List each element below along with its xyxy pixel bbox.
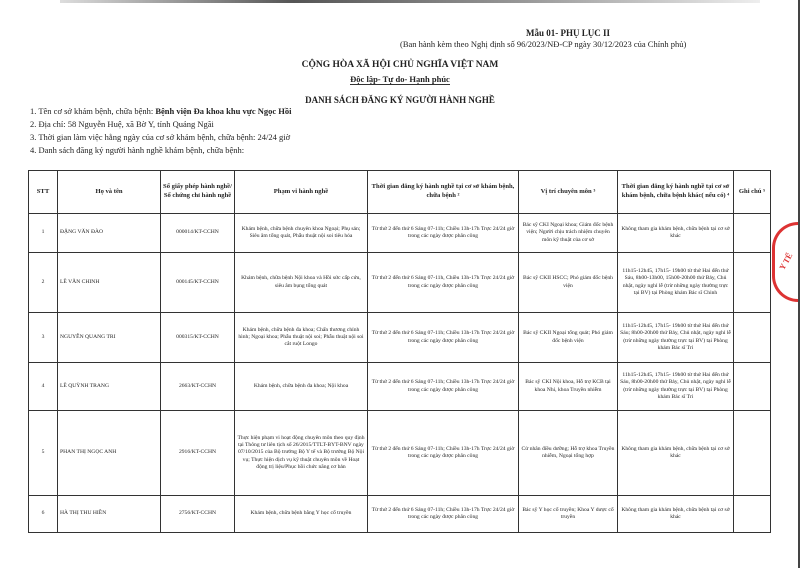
document-title: DANH SÁCH ĐĂNG KÝ NGƯỜI HÀNH NGHỀ bbox=[305, 95, 495, 105]
cell-license: 000014/KT-CCHN bbox=[161, 214, 235, 253]
table-row bbox=[29, 411, 771, 496]
cell-note bbox=[734, 363, 771, 411]
cell-other: 11h15-12h45, 17h15- 19h00 từ thứ Hai đến thứ Sáu; 8h00-20h00 thứ Bảy, Chủ nhật, ngày nghỉ lễ (trừ những ngày thường trực tại BV) tại Phòng khám Bác sĩ Tri bbox=[618, 313, 734, 363]
cell-time: Từ thứ 2 đến thứ 6 Sáng 07-11h; Chiều 13h-17h Trực 24/24 giờ trong các ngày được phân công bbox=[368, 313, 519, 363]
form-number: Mẫu 01- PHỤ LỤC II bbox=[526, 28, 611, 38]
cell-license: 000145/KT-CCHN bbox=[161, 253, 235, 313]
column-header: STT bbox=[29, 171, 58, 214]
info-address: 2. Địa chỉ: 58 Nguyễn Huệ, xã Bờ Y, tỉnh Quảng Ngãi bbox=[30, 119, 214, 129]
motto bbox=[0, 74, 800, 84]
cell-other: 11h15-12h45, 17h15- 19h00 từ thứ Hai đến thứ Sáu, 8h00-13h00, 15h00-20h00 thứ Bảy, Chủ nhật, ngày nghỉ lễ (trừ những ngày thường trực tại BV) tại Phòng khám Bác sĩ Chinh bbox=[618, 253, 734, 313]
cell-note bbox=[734, 411, 771, 496]
cell-scope: Khám bệnh, chữa bệnh đa khoa; Nội khoa bbox=[235, 363, 368, 411]
info-hours: 3. Thời gian làm việc hằng ngày của cơ sở khám bệnh, chữa bệnh: 24/24 giờ bbox=[30, 132, 291, 142]
column-header: Thời gian đăng ký hành nghề tại cơ sở khám bệnh, chữa bệnh ² bbox=[368, 171, 519, 214]
facility-label: 1. Tên cơ sở khám bệnh, chữa bệnh: bbox=[30, 106, 156, 116]
cell-note bbox=[734, 313, 771, 363]
column-header: Vị trí chuyên môn ³ bbox=[519, 171, 618, 214]
cell-stt: 2 bbox=[29, 253, 58, 313]
national-title: CỘNG HÒA XÃ HỘI CHỦ NGHĨA VIỆT NAM bbox=[301, 60, 499, 70]
info-list: 4. Danh sách đăng ký người hành nghề khám bệnh, chữa bệnh: bbox=[30, 145, 245, 155]
scan-edge bbox=[60, 0, 760, 3]
column-header: Thời gian đăng ký hành nghề tại cơ sở khám bệnh, chữa bệnh khác( nếu có) ⁴ bbox=[618, 171, 734, 214]
cell-note bbox=[734, 496, 771, 533]
cell-license: 2756/KT-CCHN bbox=[161, 496, 235, 533]
cell-note bbox=[734, 253, 771, 313]
cell-other: Không tham gia khám bệnh, chữa bệnh tại cơ sở khác bbox=[618, 411, 734, 496]
column-header: Phạm vi hành nghề bbox=[235, 171, 368, 214]
cell-position: Bác sỹ CKI Nội khoa, Hỗ trợ KCB tại khoa Nhi, khoa Truyền nhiễm bbox=[519, 363, 618, 411]
cell-stt: 6 bbox=[29, 496, 58, 533]
table-row bbox=[29, 496, 771, 533]
cell-scope: Thực hiện phạm vi hoạt động chuyên môn theo quy định tại Thông tư liên tịch số 26/2015/TTLT-BYT-BNV ngày 07/10/2015 của Bộ trưởng Bộ Y tế và Bộ trưởng Bộ Nội vụ; Thực hiện dịch vụ kỹ thuật chuyên môn về Hoạt động trị liệu/Phục hồi chức năng cơ bản bbox=[235, 411, 368, 496]
table-row bbox=[29, 214, 771, 253]
cell-scope: Khám bệnh, chữa bệnh chuyên khoa Ngoại; Phụ sản; Siêu âm tổng quát, Phẫu thuật nội soi tiêu hóa bbox=[235, 214, 368, 253]
cell-stt: 1 bbox=[29, 214, 58, 253]
cell-other: 11h15-12h45, 17h15- 19h00 từ thứ Hai đến thứ Sáu, 8h00-20h00 thứ Bảy, Chủ nhật, ngày nghỉ lễ (trừ những ngày thường trực tại BV) tại Phòng khám Bác sĩ Tri bbox=[618, 363, 734, 411]
cell-other: Không tham gia khám bệnh, chữa bệnh tại cơ sở khác bbox=[618, 214, 734, 253]
cell-time: Từ thứ 2 đến thứ 6 Sáng 07-11h, Chiều 13h-17h Trực 24/24 giờ trong các ngày được phân công bbox=[368, 253, 519, 313]
cell-position: Bác sỹ CKI Ngoại khoa; Giám đốc bệnh viện; Người chịu trách nhiệm chuyên môn kỹ thuật của cơ sở bbox=[519, 214, 618, 253]
cell-stt: 4 bbox=[29, 363, 58, 411]
cell-time: Từ thứ 2 đến thứ 6 Sáng 07-11h; Chiều 13h-17h Trực 24/24 giờ trong các ngày được phân công bbox=[368, 411, 519, 496]
cell-stt: 3 bbox=[29, 313, 58, 363]
cell-license: 000315/KT-CCHN bbox=[161, 313, 235, 363]
cell-scope: Khám bệnh, chữa bệnh bằng Y học cổ truyền bbox=[235, 496, 368, 533]
table-row bbox=[29, 253, 771, 313]
cell-time: Từ thứ 2 đến thứ 6 Sáng 07-11h; Chiều 13h-17h Trực 24/24 giờ trong các ngày được phân công bbox=[368, 363, 519, 411]
column-header: Họ và tên bbox=[58, 171, 161, 214]
cell-time: Từ thứ 2 đến thứ 6 Sáng 07-11h; Chiều 13h-17h Trực 24/24 giờ trong các ngày được phân công bbox=[368, 496, 519, 533]
cell-position: Bác sỹ CKII HSCC; Phó giám đốc bệnh viện bbox=[519, 253, 618, 313]
decree-reference: (Ban hành kèm theo Nghị định số 96/2023/NĐ-CP ngày 30/12/2023 của Chính phủ) bbox=[400, 39, 687, 49]
red-seal bbox=[772, 222, 798, 302]
practitioner-table bbox=[28, 170, 771, 533]
cell-position: Cử nhân điều dưỡng; Hỗ trợ khoa Truyền nhiễm, Ngoại tổng hợp bbox=[519, 411, 618, 496]
cell-name: LÊ VĂN CHINH bbox=[58, 253, 161, 313]
seal-text: Y TẾ bbox=[777, 251, 795, 272]
cell-name: NGUYỄN QUANG TRI bbox=[58, 313, 161, 363]
motto-text: Độc lập- Tự do- Hạnh phúc bbox=[350, 74, 450, 84]
info-facility bbox=[30, 106, 292, 116]
column-header: Số giấy phép hành nghề/ Số chứng chỉ hành nghề bbox=[161, 171, 235, 214]
cell-scope: Khám bệnh, chữa bệnh đa khoa; Chấn thương chỉnh hình; Ngoại khoa; Phẫu thuật nội soi; Phẫu thuật nội soi cắt ruột Longo bbox=[235, 313, 368, 363]
column-header: Ghi chú ⁵ bbox=[734, 171, 771, 214]
cell-name: LÊ QUỲNH TRANG bbox=[58, 363, 161, 411]
cell-stt: 5 bbox=[29, 411, 58, 496]
cell-other: Không tham gia khám bệnh, chữa bệnh tại cơ sở khác bbox=[618, 496, 734, 533]
cell-time: Từ thứ 2 đến thứ 6 Sáng 07-11h; Chiều 13h-17h Trực 24/24 giờ trong các ngày được phân công bbox=[368, 214, 519, 253]
cell-name: ĐẶNG VĂN ĐÀO bbox=[58, 214, 161, 253]
cell-note bbox=[734, 214, 771, 253]
cell-name: HÀ THỊ THU HIỀN bbox=[58, 496, 161, 533]
cell-position: Bác sỹ Y học cổ truyền; Khoa Y dược cổ truyền bbox=[519, 496, 618, 533]
table-header bbox=[29, 171, 771, 214]
cell-scope: Khám bệnh, chữa bệnh Nội khoa và Hồi sức cấp cứu, siêu âm bụng tổng quát bbox=[235, 253, 368, 313]
table-row bbox=[29, 313, 771, 363]
table-row bbox=[29, 363, 771, 411]
cell-license: 2916/KT-CCHN bbox=[161, 411, 235, 496]
cell-position: Bác sỹ CKII Ngoại tổng quát; Phó giám đốc bệnh viện bbox=[519, 313, 618, 363]
facility-name: Bệnh viện Đa khoa khu vực Ngọc Hồi bbox=[155, 106, 292, 116]
cell-name: PHAN THỊ NGỌC ANH bbox=[58, 411, 161, 496]
cell-license: 2663/KT-CCHN bbox=[161, 363, 235, 411]
